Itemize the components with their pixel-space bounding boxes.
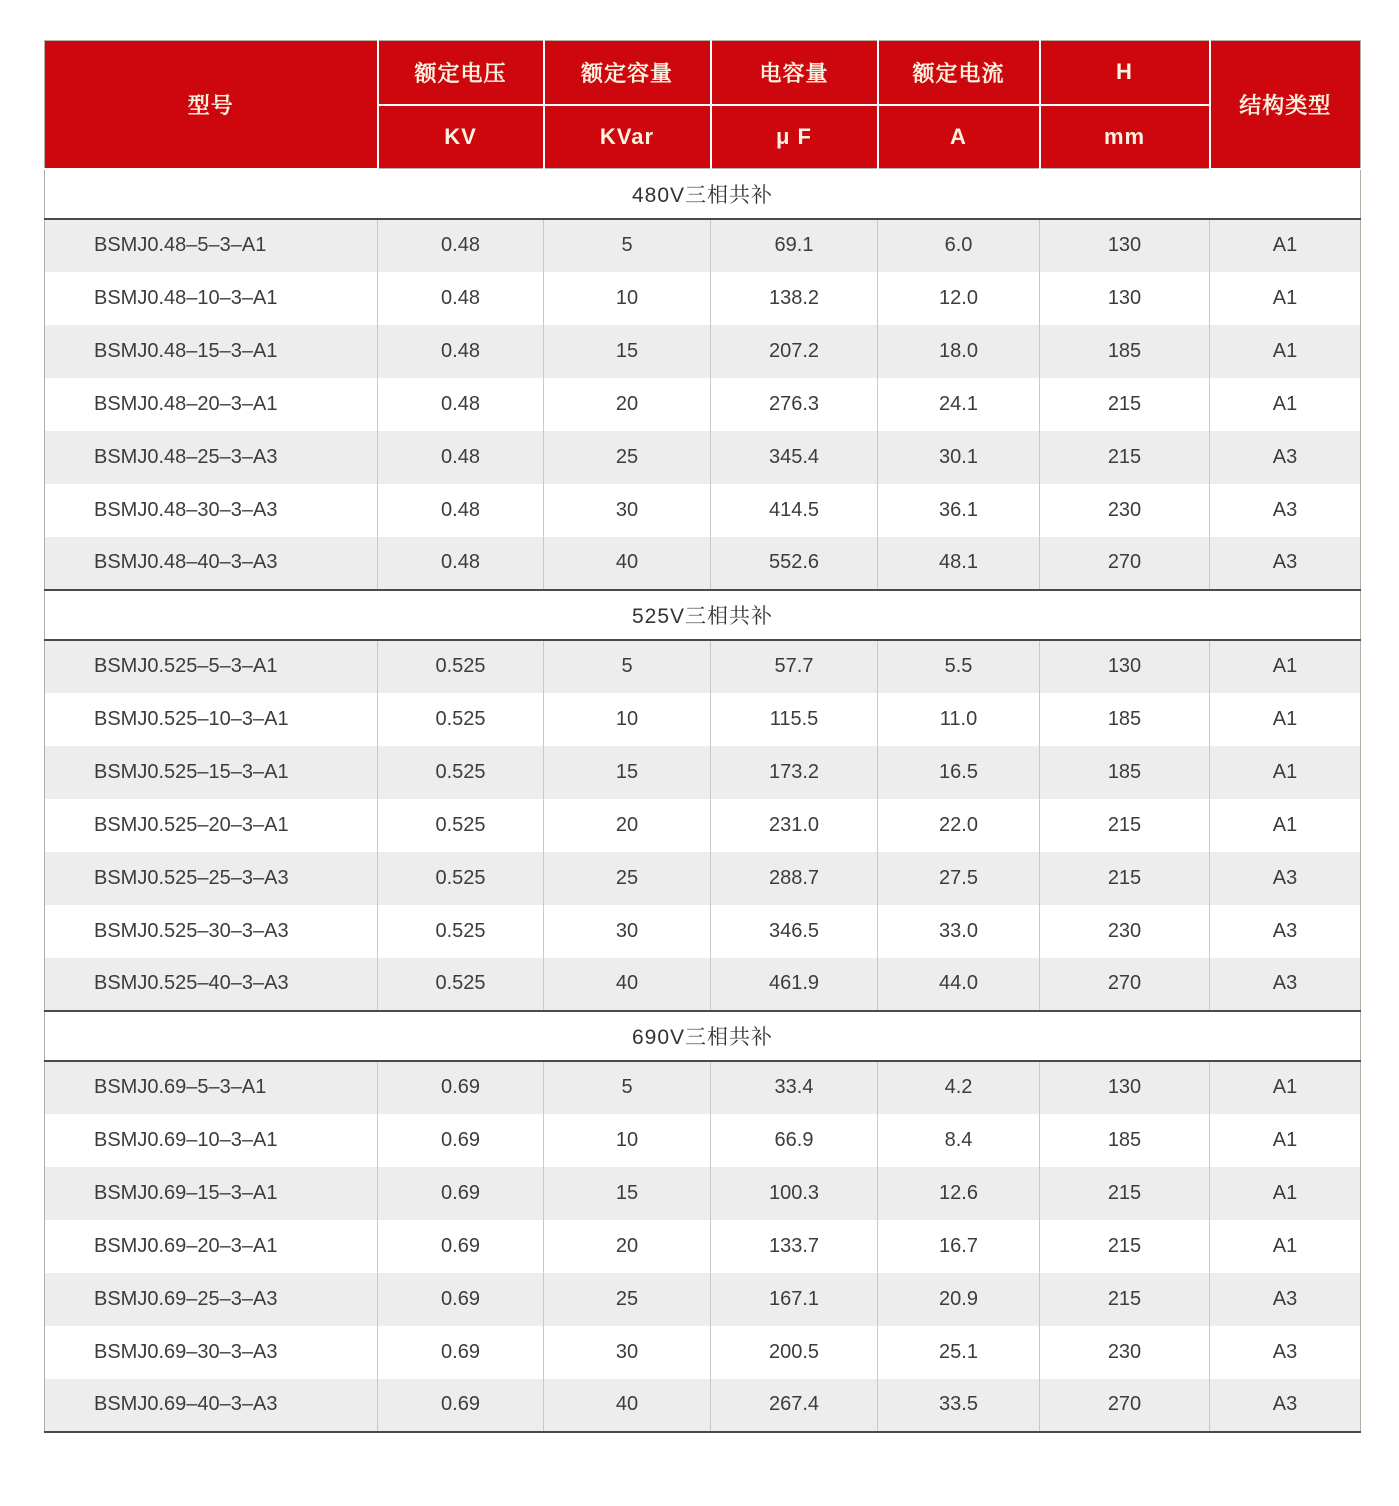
value-cell: A3 [1210,431,1361,484]
model-cell: BSMJ0.69–10–3–A1 [45,1114,378,1167]
value-cell: 173.2 [711,746,878,799]
value-cell: 10 [544,693,711,746]
value-cell: 0.525 [378,746,544,799]
model-cell: BSMJ0.69–15–3–A1 [45,1167,378,1220]
model-cell: BSMJ0.69–25–3–A3 [45,1273,378,1326]
value-cell: 0.69 [378,1061,544,1114]
section-title: 690V三相共补 [45,1011,1361,1061]
table-row [45,1273,1361,1326]
spec-table-body [45,169,1361,1432]
value-cell: A1 [1210,325,1361,378]
value-cell: 16.7 [878,1220,1040,1273]
model-cell: BSMJ0.69–40–3–A3 [45,1379,378,1432]
value-cell: 10 [544,272,711,325]
value-cell: 40 [544,1379,711,1432]
value-cell: 0.69 [378,1326,544,1379]
value-cell: 215 [1040,1273,1210,1326]
value-cell: 270 [1040,958,1210,1011]
value-cell: 8.4 [878,1114,1040,1167]
model-cell: BSMJ0.69–30–3–A3 [45,1326,378,1379]
value-cell: 215 [1040,431,1210,484]
value-cell: 5.5 [878,640,1040,693]
value-cell: 0.525 [378,799,544,852]
value-cell: 11.0 [878,693,1040,746]
value-cell: A3 [1210,1273,1361,1326]
value-cell: 66.9 [711,1114,878,1167]
table-row [45,431,1361,484]
col-header-structure-type: 结构类型 [1210,41,1361,169]
value-cell: 30.1 [878,431,1040,484]
value-cell: 30 [544,484,711,537]
section-title-row [45,1011,1361,1061]
value-cell: 33.5 [878,1379,1040,1432]
section-title-row [45,169,1361,219]
value-cell: 0.525 [378,693,544,746]
header-row-labels [45,41,1361,105]
value-cell: 215 [1040,378,1210,431]
value-cell: 20 [544,1220,711,1273]
value-cell: 276.3 [711,378,878,431]
value-cell: 40 [544,958,711,1011]
model-cell: BSMJ0.525–5–3–A1 [45,640,378,693]
value-cell: 15 [544,325,711,378]
value-cell: 0.525 [378,958,544,1011]
value-cell: A1 [1210,219,1361,272]
model-cell: BSMJ0.525–20–3–A1 [45,799,378,852]
value-cell: 0.525 [378,905,544,958]
table-row [45,905,1361,958]
value-cell: A3 [1210,852,1361,905]
value-cell: 20 [544,378,711,431]
value-cell: 414.5 [711,484,878,537]
model-cell: BSMJ0.48–10–3–A1 [45,272,378,325]
col-header-rated-capacity: 额定容量 [544,41,711,105]
value-cell: 200.5 [711,1326,878,1379]
value-cell: 25 [544,1273,711,1326]
value-cell: 0.48 [378,272,544,325]
value-cell: A3 [1210,484,1361,537]
value-cell: 267.4 [711,1379,878,1432]
table-row [45,1061,1361,1114]
value-cell: 133.7 [711,1220,878,1273]
col-header-capacitance: 电容量 [711,41,878,105]
value-cell: A1 [1210,1061,1361,1114]
value-cell: A3 [1210,1326,1361,1379]
value-cell: 22.0 [878,799,1040,852]
col-header-model: 型号 [45,41,378,169]
value-cell: 0.48 [378,219,544,272]
section-title: 525V三相共补 [45,590,1361,640]
model-cell: BSMJ0.48–25–3–A3 [45,431,378,484]
value-cell: 33.0 [878,905,1040,958]
col-header-rated-current: 额定电流 [878,41,1040,105]
value-cell: 552.6 [711,537,878,590]
model-cell: BSMJ0.525–25–3–A3 [45,852,378,905]
value-cell: 167.1 [711,1273,878,1326]
table-row [45,746,1361,799]
value-cell: A3 [1210,537,1361,590]
value-cell: A1 [1210,746,1361,799]
value-cell: 130 [1040,219,1210,272]
model-cell: BSMJ0.48–40–3–A3 [45,537,378,590]
value-cell: 0.69 [378,1379,544,1432]
value-cell: 215 [1040,852,1210,905]
table-row [45,484,1361,537]
table-row [45,537,1361,590]
value-cell: 25.1 [878,1326,1040,1379]
value-cell: 36.1 [878,484,1040,537]
model-cell: BSMJ0.69–5–3–A1 [45,1061,378,1114]
value-cell: 0.48 [378,325,544,378]
table-row [45,852,1361,905]
value-cell: 230 [1040,484,1210,537]
value-cell: 57.7 [711,640,878,693]
model-cell: BSMJ0.525–30–3–A3 [45,905,378,958]
value-cell: 100.3 [711,1167,878,1220]
value-cell: 270 [1040,537,1210,590]
table-row [45,219,1361,272]
value-cell: 130 [1040,1061,1210,1114]
table-row [45,640,1361,693]
value-cell: 0.69 [378,1167,544,1220]
value-cell: 25 [544,852,711,905]
model-cell: BSMJ0.48–20–3–A1 [45,378,378,431]
value-cell: 20.9 [878,1273,1040,1326]
value-cell: 5 [544,640,711,693]
unit-uf: μ F [711,105,878,169]
value-cell: 12.0 [878,272,1040,325]
value-cell: 0.48 [378,378,544,431]
table-row [45,693,1361,746]
value-cell: 0.525 [378,640,544,693]
value-cell: 345.4 [711,431,878,484]
table-header [45,41,1361,169]
value-cell: 130 [1040,272,1210,325]
value-cell: 20 [544,799,711,852]
value-cell: 230 [1040,905,1210,958]
value-cell: 215 [1040,1220,1210,1273]
value-cell: 4.2 [878,1061,1040,1114]
value-cell: 30 [544,1326,711,1379]
value-cell: 0.525 [378,852,544,905]
value-cell: 288.7 [711,852,878,905]
value-cell: 25 [544,431,711,484]
value-cell: 215 [1040,1167,1210,1220]
value-cell: 6.0 [878,219,1040,272]
table-row [45,1379,1361,1432]
unit-a: A [878,105,1040,169]
value-cell: A3 [1210,1379,1361,1432]
unit-mm: mm [1040,105,1210,169]
table-row [45,799,1361,852]
model-cell: BSMJ0.48–15–3–A1 [45,325,378,378]
value-cell: 185 [1040,325,1210,378]
value-cell: 185 [1040,693,1210,746]
model-cell: BSMJ0.48–5–3–A1 [45,219,378,272]
section-title: 480V三相共补 [45,169,1361,219]
value-cell: 138.2 [711,272,878,325]
model-cell: BSMJ0.525–40–3–A3 [45,958,378,1011]
value-cell: 0.48 [378,537,544,590]
table-row [45,1167,1361,1220]
table-row [45,1220,1361,1273]
value-cell: 0.69 [378,1273,544,1326]
table-row [45,1326,1361,1379]
value-cell: 0.48 [378,484,544,537]
value-cell: 5 [544,219,711,272]
value-cell: 33.4 [711,1061,878,1114]
value-cell: A1 [1210,1167,1361,1220]
value-cell: 115.5 [711,693,878,746]
value-cell: 270 [1040,1379,1210,1432]
value-cell: 18.0 [878,325,1040,378]
table-row [45,1114,1361,1167]
value-cell: A3 [1210,958,1361,1011]
value-cell: 0.69 [378,1220,544,1273]
value-cell: 5 [544,1061,711,1114]
table-row [45,272,1361,325]
value-cell: 15 [544,1167,711,1220]
value-cell: A1 [1210,640,1361,693]
value-cell: 185 [1040,1114,1210,1167]
unit-kv: KV [378,105,544,169]
value-cell: 346.5 [711,905,878,958]
col-header-height: H [1040,41,1210,105]
value-cell: A1 [1210,693,1361,746]
value-cell: 24.1 [878,378,1040,431]
value-cell: A3 [1210,905,1361,958]
model-cell: BSMJ0.69–20–3–A1 [45,1220,378,1273]
model-cell: BSMJ0.48–30–3–A3 [45,484,378,537]
value-cell: 69.1 [711,219,878,272]
value-cell: 40 [544,537,711,590]
value-cell: 10 [544,1114,711,1167]
value-cell: 44.0 [878,958,1040,1011]
value-cell: A1 [1210,799,1361,852]
value-cell: 185 [1040,746,1210,799]
value-cell: 230 [1040,1326,1210,1379]
col-header-rated-voltage: 额定电压 [378,41,544,105]
value-cell: A1 [1210,272,1361,325]
unit-kvar: KVar [544,105,711,169]
value-cell: 0.69 [378,1114,544,1167]
table-row [45,378,1361,431]
model-cell: BSMJ0.525–15–3–A1 [45,746,378,799]
value-cell: A1 [1210,1114,1361,1167]
table-row [45,325,1361,378]
value-cell: 27.5 [878,852,1040,905]
model-cell: BSMJ0.525–10–3–A1 [45,693,378,746]
value-cell: 215 [1040,799,1210,852]
table-row [45,958,1361,1011]
section-title-row [45,590,1361,640]
value-cell: 461.9 [711,958,878,1011]
value-cell: 231.0 [711,799,878,852]
spec-table [44,40,1361,1433]
value-cell: 0.48 [378,431,544,484]
value-cell: 207.2 [711,325,878,378]
value-cell: A1 [1210,378,1361,431]
value-cell: 130 [1040,640,1210,693]
value-cell: 16.5 [878,746,1040,799]
value-cell: 12.6 [878,1167,1040,1220]
value-cell: 48.1 [878,537,1040,590]
value-cell: 15 [544,746,711,799]
value-cell: A1 [1210,1220,1361,1273]
value-cell: 30 [544,905,711,958]
